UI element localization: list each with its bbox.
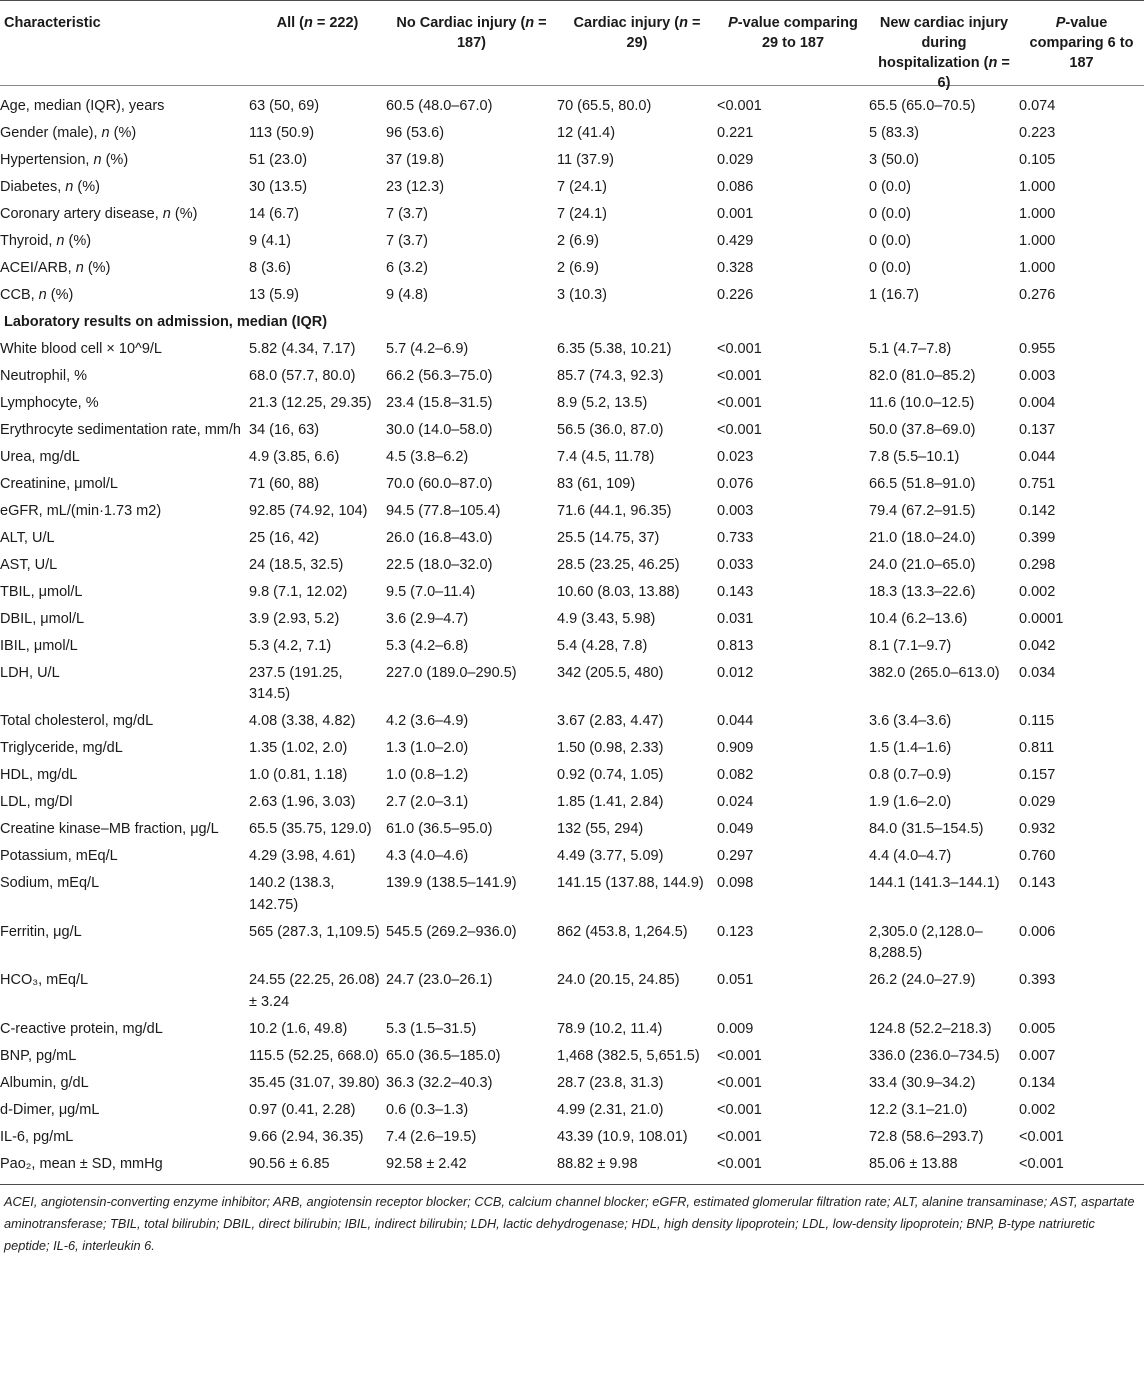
table-cell: 72.8 (58.6–293.7) <box>869 1128 984 1145</box>
table-cell: 66.5 (51.8–91.0) <box>869 475 976 492</box>
table-cell: 0.909 <box>717 740 754 756</box>
table-cell: <0.001 <box>717 394 762 411</box>
table-cell: 71 (60, 88) <box>249 475 320 492</box>
table-cell: 9.8 (7.1, 12.02) <box>249 583 348 600</box>
table-cell: 50.0 (37.8–69.0) <box>869 421 976 438</box>
table-cell: 25 (16, 42) <box>249 529 320 546</box>
table-cell: 0.001 <box>717 206 754 222</box>
table-cell: 0.044 <box>1019 448 1056 465</box>
table-cell: 11.6 (10.0–12.5) <box>869 394 975 411</box>
table-cell: 0.223 <box>1019 125 1056 141</box>
row-label: IBIL, μmol/L <box>0 637 78 654</box>
table-cell: 66.2 (56.3–75.0) <box>386 367 493 384</box>
row-label: Total cholesterol, mg/dL <box>0 713 154 729</box>
table-cell: <0.001 <box>1019 1155 1064 1172</box>
table-cell: 65.0 (36.5–185.0) <box>386 1047 501 1064</box>
table-cell: 4.99 (2.31, 21.0) <box>557 1101 664 1118</box>
table-cell: 43.39 (10.9, 108.01) <box>557 1128 688 1145</box>
table-cell: 4.2 (3.6–4.9) <box>386 713 469 729</box>
row-label: Diabetes, n (%) <box>0 179 100 195</box>
table-cell: 78.9 (10.2, 11.4) <box>557 1020 663 1037</box>
table-cell: 60.5 (48.0–67.0) <box>386 98 493 114</box>
table-cell: 0.034 <box>1019 664 1056 681</box>
table-cell: 3.9 (2.93, 5.2) <box>249 610 340 627</box>
table-cell: 85.06 ± 13.88 <box>869 1155 958 1172</box>
table-cell: 0.098 <box>717 875 754 891</box>
laboratory-rows <box>0 336 1144 1178</box>
table-cell: 7 (3.7) <box>386 233 428 249</box>
table-cell: 0.002 <box>1019 1101 1056 1118</box>
table-cell: 1.0 (0.8–1.2) <box>386 767 469 783</box>
header-col-all: All (n = 222) <box>276 15 359 31</box>
table-cell: 140.2 (138.3, 142.75) <box>249 875 335 913</box>
section-heading: Laboratory results on admission, median (IQR) <box>4 314 328 330</box>
row-label: eGFR, mL/(min·1.73 m2) <box>0 502 162 519</box>
table-cell: 5.3 (4.2, 7.1) <box>249 637 332 654</box>
table-cell: 1,468 (382.5, 5,651.5) <box>557 1047 700 1064</box>
table-cell: 10.2 (1.6, 49.8) <box>249 1020 348 1037</box>
table-cell: 0.429 <box>717 233 754 249</box>
header-col-cardiac-injury: Cardiac injury (n = 29) <box>573 15 701 51</box>
table-cell: 0.134 <box>1019 1074 1056 1091</box>
table-cell: 2 (6.9) <box>557 233 599 249</box>
table-cell: 0.157 <box>1019 767 1056 783</box>
table-cell: 7.4 (2.6–19.5) <box>386 1128 477 1145</box>
row-label: Triglyceride, mg/dL <box>0 740 123 756</box>
table-cell: 24.55 (22.25, 26.08) ± 3.24 <box>249 972 380 1010</box>
table-cell: 4.08 (3.38, 4.82) <box>249 713 356 729</box>
header-col-new-cardiac-injury: New cardiac injury during hospitalization (n = 6) <box>878 15 1010 91</box>
table-cell: 21.3 (12.25, 29.35) <box>249 394 372 411</box>
table-cell: 0.044 <box>717 713 754 729</box>
table-cell: 24.0 (20.15, 24.85) <box>557 972 680 988</box>
table-cell: 342 (205.5, 480) <box>557 664 664 681</box>
table-cell: 18.3 (13.3–22.6) <box>869 583 976 600</box>
row-label: Age, median (IQR), years <box>0 98 165 114</box>
table-cell: 7 (24.1) <box>557 179 607 195</box>
table-header-row <box>0 1 1144 91</box>
table-cell: 92.85 (74.92, 104) <box>249 502 368 519</box>
table-cell: <0.001 <box>717 98 762 114</box>
table-cell: 0.932 <box>1019 821 1056 837</box>
row-label: LDH, U/L <box>0 664 60 681</box>
table-cell: 0.760 <box>1019 848 1056 864</box>
table-cell: 0.042 <box>1019 637 1056 654</box>
header-col-no-cardiac-injury: No Cardiac injury (n = 187) <box>396 15 547 51</box>
table-cell: 61.0 (36.5–95.0) <box>386 821 493 837</box>
row-label: TBIL, μmol/L <box>0 583 83 600</box>
table-cell: 90.56 ± 6.85 <box>249 1155 330 1172</box>
table-cell: 3 (50.0) <box>869 152 919 168</box>
table-cell: 26.2 (24.0–27.9) <box>869 972 976 988</box>
table-cell: 0.074 <box>1019 98 1056 114</box>
table-cell: <0.001 <box>717 1101 762 1118</box>
table-cell: 24 (18.5, 32.5) <box>249 556 344 573</box>
table-cell: 227.0 (189.0–290.5) <box>386 664 517 681</box>
table-cell: 0.082 <box>717 767 754 783</box>
table-cell: 115.5 (52.25, 668.0) <box>249 1047 379 1064</box>
table-cell: 13 (5.9) <box>249 287 299 303</box>
table-cell: 0 (0.0) <box>869 206 911 222</box>
table-cell: 0 (0.0) <box>869 260 911 276</box>
table-cell: 124.8 (52.2–218.3) <box>869 1020 992 1037</box>
table-cell: 2,305.0 (2,128.0–8,288.5) <box>869 923 983 961</box>
table-cell: 0.142 <box>1019 502 1056 519</box>
table-cell: 3 (10.3) <box>557 287 607 303</box>
table-cell: 83 (61, 109) <box>557 475 636 492</box>
table-cell: 79.4 (67.2–91.5) <box>869 502 976 519</box>
row-label: Sodium, mEq/L <box>0 875 100 891</box>
header-col-p-6-187: P-value comparing 6 to 187 <box>1029 15 1134 71</box>
table-cell: 35.45 (31.07, 39.80) <box>249 1074 380 1091</box>
table-cell: 0.813 <box>717 637 754 654</box>
table-cell: <0.001 <box>717 340 762 357</box>
table-cell: 36.3 (32.2–40.3) <box>386 1074 493 1091</box>
table-cell: 132 (55, 294) <box>557 821 644 837</box>
table-cell: 0.007 <box>1019 1047 1056 1064</box>
table-cell: 0.004 <box>1019 394 1056 411</box>
table-cell: 1.5 (1.4–1.6) <box>869 740 952 756</box>
table-cell: 565 (287.3, 1,109.5) <box>249 923 380 940</box>
table-cell: 0.811 <box>1019 740 1055 756</box>
table-cell: 4.5 (3.8–6.2) <box>386 448 469 465</box>
table-cell: 3.67 (2.83, 4.47) <box>557 713 664 729</box>
row-label: Creatine kinase–MB fraction, μg/L <box>0 821 219 837</box>
table-cell: 94.5 (77.8–105.4) <box>386 502 501 519</box>
table-cell: 56.5 (36.0, 87.0) <box>557 421 664 438</box>
table-cell: 336.0 (236.0–734.5) <box>869 1047 1000 1064</box>
table-cell: 0.049 <box>717 821 754 837</box>
table-cell: 0 (0.0) <box>869 179 911 195</box>
table-cell: 0.751 <box>1019 475 1056 492</box>
table-cell: 0.033 <box>717 556 754 573</box>
table-cell: 14 (6.7) <box>249 206 299 222</box>
table-cell: 0.009 <box>717 1020 754 1037</box>
table-cell: 0.031 <box>717 610 754 627</box>
table-cell: <0.001 <box>717 1074 762 1091</box>
table-cell: 0.002 <box>1019 583 1056 600</box>
table-cell: 0.115 <box>1019 713 1055 729</box>
row-label: LDL, mg/Dl <box>0 794 73 810</box>
table-cell: 0 (0.0) <box>869 233 911 249</box>
table-cell: 82.0 (81.0–85.2) <box>869 367 976 384</box>
table-cell: 0.276 <box>1019 287 1056 303</box>
table-cell: 545.5 (269.2–936.0) <box>386 923 517 940</box>
table-cell: 141.15 (137.88, 144.9) <box>557 875 704 891</box>
table-cell: 30 (13.5) <box>249 179 308 195</box>
table-cell: <0.001 <box>717 367 762 384</box>
row-label: Lymphocyte, % <box>0 394 99 411</box>
table-cell: 24.7 (23.0–26.1) <box>386 972 493 988</box>
table-cell: 8 (3.6) <box>249 260 291 276</box>
table-cell: 5.4 (4.28, 7.8) <box>557 637 648 654</box>
table-cell: <0.001 <box>717 421 762 438</box>
table-cell: 0.003 <box>1019 367 1056 384</box>
table-cell: <0.001 <box>717 1047 762 1064</box>
table-cell: 22.5 (18.0–32.0) <box>386 556 493 573</box>
table-footnote: ACEI, angiotensin-converting enzyme inhibitor; ARB, angiotensin receptor blocker; CCB, calcium channel blocker; eGFR, estimated glomerular filtration rate; ALT, alanine transaminase; AST, aspartate aminotransferase; TBIL, total bilirubin; DBIL, direct bilirubin; IBIL, indirect bilirubin; LDH, lactic dehydrogenase; HDL, high density lipoprotein; LDL, low-density lipoprotein; BNP, B-type natriuretic peptide; IL-6, interleukin 6. <box>4 1193 1135 1253</box>
table-cell: 5.3 (4.2–6.8) <box>386 637 469 654</box>
table-cell: 237.5 (191.25, 314.5) <box>249 664 343 702</box>
table-cell: 0.221 <box>717 125 754 141</box>
row-label: BNP, pg/mL <box>0 1047 77 1064</box>
table-cell: 11 (37.9) <box>557 152 614 168</box>
row-label: HCO₃, mEq/L <box>0 972 89 988</box>
row-label: Creatinine, μmol/L <box>0 475 118 492</box>
row-label: HDL, mg/dL <box>0 767 78 783</box>
table-cell: 1.0 (0.81, 1.18) <box>249 767 348 783</box>
table-cell: 7.4 (4.5, 11.78) <box>557 448 655 465</box>
table-cell: 0.029 <box>717 152 754 168</box>
table-cell: 92.58 ± 2.42 <box>386 1155 467 1172</box>
table-cell: 4.29 (3.98, 4.61) <box>249 848 356 864</box>
table-cell: 7 (24.1) <box>557 206 607 222</box>
table-cell: 0.023 <box>717 448 754 465</box>
table-cell: 33.4 (30.9–34.2) <box>869 1074 976 1091</box>
table-cell: 0.92 (0.74, 1.05) <box>557 767 664 783</box>
table-cell: 63 (50, 69) <box>249 98 320 114</box>
table-cell: 21.0 (18.0–24.0) <box>869 529 976 546</box>
table-cell: 0.298 <box>1019 556 1056 573</box>
header-col-p-29-187: P-value comparing 29 to 187 <box>728 15 858 51</box>
table-cell: 9.5 (7.0–11.4) <box>386 583 476 600</box>
table-cell: 0.003 <box>717 502 754 519</box>
row-label: IL-6, pg/mL <box>0 1128 74 1145</box>
table-cell: 0.97 (0.41, 2.28) <box>249 1101 356 1118</box>
table-cell: 8.1 (7.1–9.7) <box>869 637 952 654</box>
table-cell: 7 (3.7) <box>386 206 428 222</box>
table-cell: 5.1 (4.7–7.8) <box>869 340 952 357</box>
table-cell: 0.076 <box>717 475 754 492</box>
table-cell: 9.66 (2.94, 36.35) <box>249 1128 364 1145</box>
table-cell: <0.001 <box>1019 1128 1064 1145</box>
table-cell: 6 (3.2) <box>386 260 428 276</box>
table-cell: 88.82 ± 9.98 <box>557 1155 638 1172</box>
table-cell: 4.3 (4.0–4.6) <box>386 848 469 864</box>
table-cell: 0.012 <box>717 664 754 681</box>
table-cell: 0.005 <box>1019 1020 1056 1037</box>
table-cell: 12.2 (3.1–21.0) <box>869 1101 968 1118</box>
table-cell: 23.4 (15.8–31.5) <box>386 394 493 411</box>
row-label: Potassium, mEq/L <box>0 848 118 864</box>
table-cell: 1.000 <box>1019 206 1056 222</box>
demographics-rows <box>0 93 1144 309</box>
table-cell: 4.4 (4.0–4.7) <box>869 848 952 864</box>
row-label: C-reactive protein, mg/dL <box>0 1020 163 1037</box>
table-cell: 5 (83.3) <box>869 125 919 141</box>
table-cell: <0.001 <box>717 1155 762 1172</box>
table-cell: 862 (453.8, 1,264.5) <box>557 923 688 940</box>
row-label: Neutrophil, % <box>0 367 88 384</box>
table-cell: 2.7 (2.0–3.1) <box>386 794 469 810</box>
table-cell: 1.85 (1.41, 2.84) <box>557 794 664 810</box>
table-cell: 0.226 <box>717 287 754 303</box>
table-cell: 10.4 (6.2–13.6) <box>869 610 968 627</box>
row-label: Hypertension, n (%) <box>0 152 129 168</box>
table-cell: 0.143 <box>717 583 754 600</box>
table-cell: 6.35 (5.38, 10.21) <box>557 340 672 357</box>
table-cell: 1.3 (1.0–2.0) <box>386 740 469 756</box>
table-cell: 28.5 (23.25, 46.25) <box>557 556 680 573</box>
table-cell: 68.0 (57.7, 80.0) <box>249 367 356 384</box>
row-label: Urea, mg/dL <box>0 448 80 465</box>
table-cell: 0.8 (0.7–0.9) <box>869 767 952 783</box>
table-cell: 2 (6.9) <box>557 260 599 276</box>
table-cell: 0.297 <box>717 848 754 864</box>
table-cell: 0.0001 <box>1019 610 1064 627</box>
table-cell: 4.9 (3.85, 6.6) <box>249 448 340 465</box>
table-cell: 4.9 (3.43, 5.98) <box>557 610 656 627</box>
table-cell: 113 (50.9) <box>249 125 315 141</box>
table-cell: 5.82 (4.34, 7.17) <box>249 340 356 357</box>
table-cell: 8.9 (5.2, 13.5) <box>557 394 648 411</box>
table-cell: 3.6 (2.9–4.7) <box>386 610 469 627</box>
table-cell: 2.63 (1.96, 3.03) <box>249 794 356 810</box>
table-cell: 84.0 (31.5–154.5) <box>869 821 984 837</box>
row-label: Coronary artery disease, n (%) <box>0 206 198 222</box>
row-label: ACEI/ARB, n (%) <box>0 260 111 276</box>
table-cell: 34 (16, 63) <box>249 421 320 438</box>
row-label: d-Dimer, μg/mL <box>0 1101 100 1118</box>
table-cell: 5.7 (4.2–6.9) <box>386 340 469 357</box>
table-cell: 0.393 <box>1019 972 1056 988</box>
table-cell: 1.000 <box>1019 260 1056 276</box>
table-cell: 0.399 <box>1019 529 1056 546</box>
row-label: Albumin, g/dL <box>0 1074 89 1091</box>
row-label: Thyroid, n (%) <box>0 233 92 249</box>
table-cell: 1.35 (1.02, 2.0) <box>249 740 348 756</box>
table-cell: 25.5 (14.75, 37) <box>557 529 660 546</box>
table-cell: 4.49 (3.77, 5.09) <box>557 848 664 864</box>
table-cell: 9 (4.1) <box>249 233 291 249</box>
table-cell: 24.0 (21.0–65.0) <box>869 556 976 573</box>
table-cell: 0.086 <box>717 179 754 195</box>
header-col-characteristic: Characteristic <box>4 15 101 31</box>
table-cell: 0.955 <box>1019 340 1056 357</box>
row-label: DBIL, μmol/L <box>0 610 85 627</box>
table-cell: 1.000 <box>1019 233 1056 249</box>
table-cell: 70.0 (60.0–87.0) <box>386 475 493 492</box>
table-cell: 51 (23.0) <box>249 152 308 168</box>
row-label: Gender (male), n (%) <box>0 125 137 141</box>
table-cell: 0.328 <box>717 260 754 276</box>
table-cell: 0.143 <box>1019 875 1056 891</box>
table-cell: 5.3 (1.5–31.5) <box>386 1020 477 1037</box>
table-cell: 0.6 (0.3–1.3) <box>386 1101 469 1118</box>
table-cell: 28.7 (23.8, 31.3) <box>557 1074 664 1091</box>
table-body <box>0 86 1144 1184</box>
row-label: White blood cell × 10^9/L <box>0 340 162 357</box>
row-label: ALT, U/L <box>0 529 55 546</box>
table-cell: 71.6 (44.1, 96.35) <box>557 502 672 519</box>
table-cell: <0.001 <box>717 1128 762 1145</box>
table-cell: 1.50 (0.98, 2.33) <box>557 740 664 756</box>
table-cell: 9 (4.8) <box>386 287 428 303</box>
table-cell: 30.0 (14.0–58.0) <box>386 421 493 438</box>
table-cell: 96 (53.6) <box>386 125 445 141</box>
table-cell: 70 (65.5, 80.0) <box>557 98 652 114</box>
table-cell: 12 (41.4) <box>557 125 616 141</box>
table-cell: 144.1 (141.3–144.1) <box>869 875 1000 891</box>
table-cell: 65.5 (65.0–70.5) <box>869 98 976 114</box>
row-label: Pao₂, mean ± SD, mmHg <box>0 1155 163 1172</box>
row-label: AST, U/L <box>0 556 58 573</box>
table-cell: 0.137 <box>1019 421 1056 438</box>
table-cell: 0.733 <box>717 529 754 546</box>
table-cell: 0.051 <box>717 972 754 988</box>
table-cell: 3.6 (3.4–3.6) <box>869 713 952 729</box>
table-cell: 26.0 (16.8–43.0) <box>386 529 493 546</box>
table-cell: 37 (19.8) <box>386 152 445 168</box>
table-cell: 10.60 (8.03, 13.88) <box>557 583 680 600</box>
section-row <box>0 309 1144 336</box>
table-cell: 0.123 <box>717 923 754 940</box>
table-cell: 0.105 <box>1019 152 1056 168</box>
table-cell: 0.029 <box>1019 794 1056 810</box>
table-cell: 382.0 (265.0–613.0) <box>869 664 1000 681</box>
table-cell: 0.006 <box>1019 923 1056 940</box>
table-cell: 1 (16.7) <box>869 287 919 303</box>
table-cell: 65.5 (35.75, 129.0) <box>249 821 372 837</box>
row-label: CCB, n (%) <box>0 287 74 303</box>
table-cell: 85.7 (74.3, 92.3) <box>557 367 664 384</box>
table-cell: 1.9 (1.6–2.0) <box>869 794 952 810</box>
row-label: Ferritin, μg/L <box>0 923 82 940</box>
row-label: Erythrocyte sedimentation rate, mm/h <box>0 421 241 438</box>
table-cell: 139.9 (138.5–141.9) <box>386 875 517 891</box>
table-cell: 0.024 <box>717 794 754 810</box>
table-cell: 23 (12.3) <box>386 179 445 195</box>
table-cell: 1.000 <box>1019 179 1056 195</box>
table-cell: 7.8 (5.5–10.1) <box>869 448 960 465</box>
